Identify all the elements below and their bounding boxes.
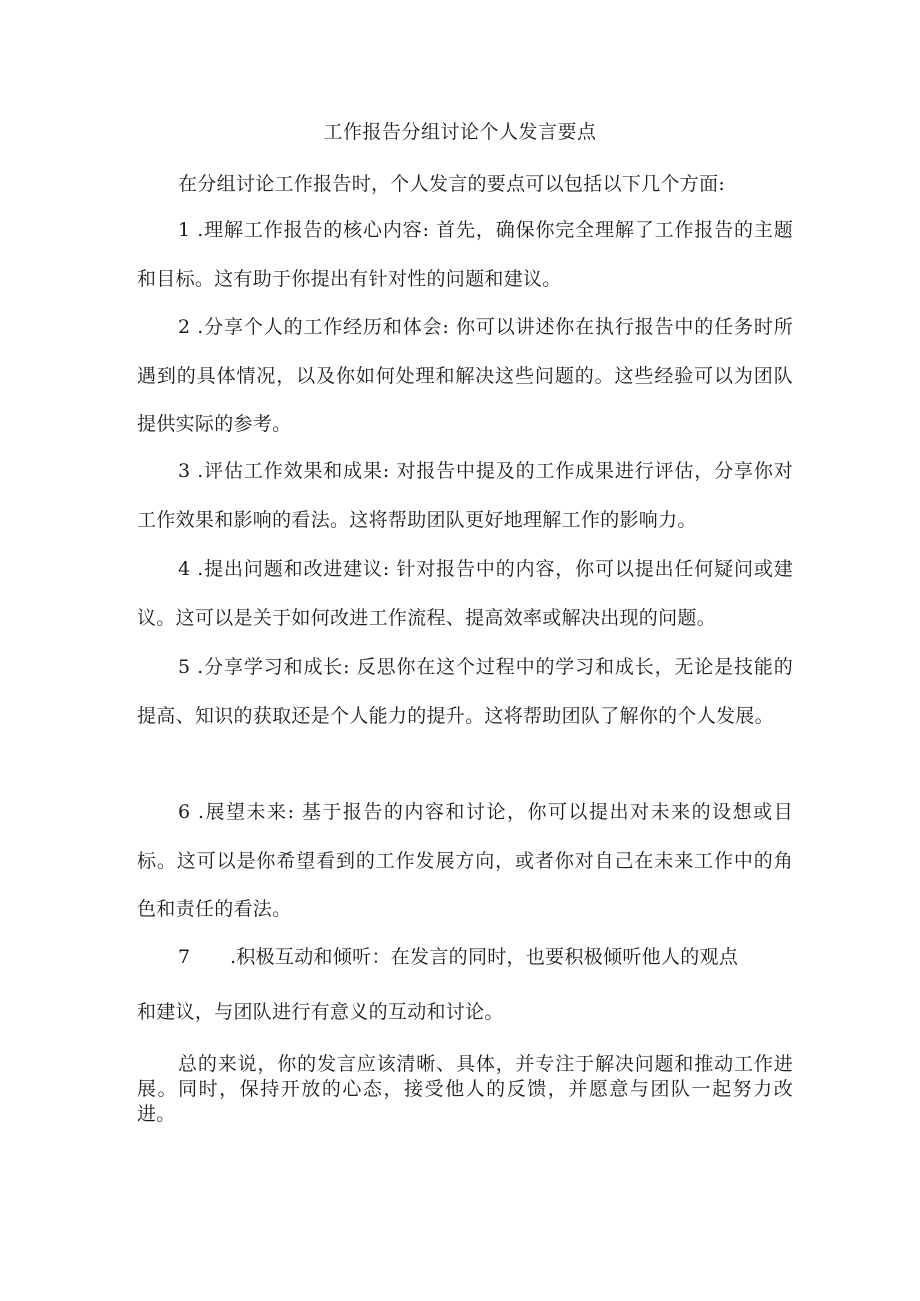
list-item-7-tail: 和建议，与团队进行有意义的互动和讨论。 (137, 1001, 504, 1023)
list-item-7-number: 7 (178, 946, 191, 968)
conclusion-paragraph: 总的来说，你的发言应该清晰、具体，并专注于解决问题和推动工作进展。同时，保持开放的心态，接受他人的反馈，并愿意与团队一起努力改进。 (137, 1053, 793, 1125)
list-item-4: 4 .提出问题和改进建议: 针对报告中的内容，你可以提出任何疑问或建议。这可以是关于如何改进工作流程、提高效率或解决出现的问题。 (137, 558, 793, 629)
list-item-1: 1 .理解工作报告的核心内容: 首先，确保你完全理解了工作报告的主题和目标。这有助于你提出有针对性的问题和建议。 (137, 219, 793, 290)
document-title: 工作报告分组讨论个人发言要点 (323, 121, 597, 143)
list-item-7-text: .积极互动和倾听：在发言的同时，也要积极倾听他人的观点 (230, 946, 739, 968)
list-item-2: 2 .分享个人的工作经历和体会: 你可以讲述你在执行报告中的任务时所遇到的具体情况，以及你如何处理和解决这些问题的。这些经验可以为团队提供实际的参考。 (137, 316, 793, 435)
intro-paragraph: 在分组讨论工作报告时，个人发言的要点可以包括以下几个方面: (178, 173, 726, 195)
list-item-7-head (178, 942, 738, 972)
list-item-5: 5 .分享学习和成长: 反思你在这个过程中的学习和成长，无论是技能的提高、知识的获取还是个人能力的提升。这将帮助团队了解你的个人发展。 (137, 656, 793, 727)
list-item-3: 3 .评估工作效果和成果: 对报告中提及的工作成果进行评估，分享你对工作效果和影响的看法。这将帮助团队更好地理解工作的影响力。 (137, 460, 793, 531)
list-item-6: 6 .展望未来: 基于报告的内容和讨论，你可以提出对未来的设想或目标。这可以是你希望看到的工作发展方向，或者你对自己在未来工作中的角色和责任的看法。 (137, 801, 793, 920)
